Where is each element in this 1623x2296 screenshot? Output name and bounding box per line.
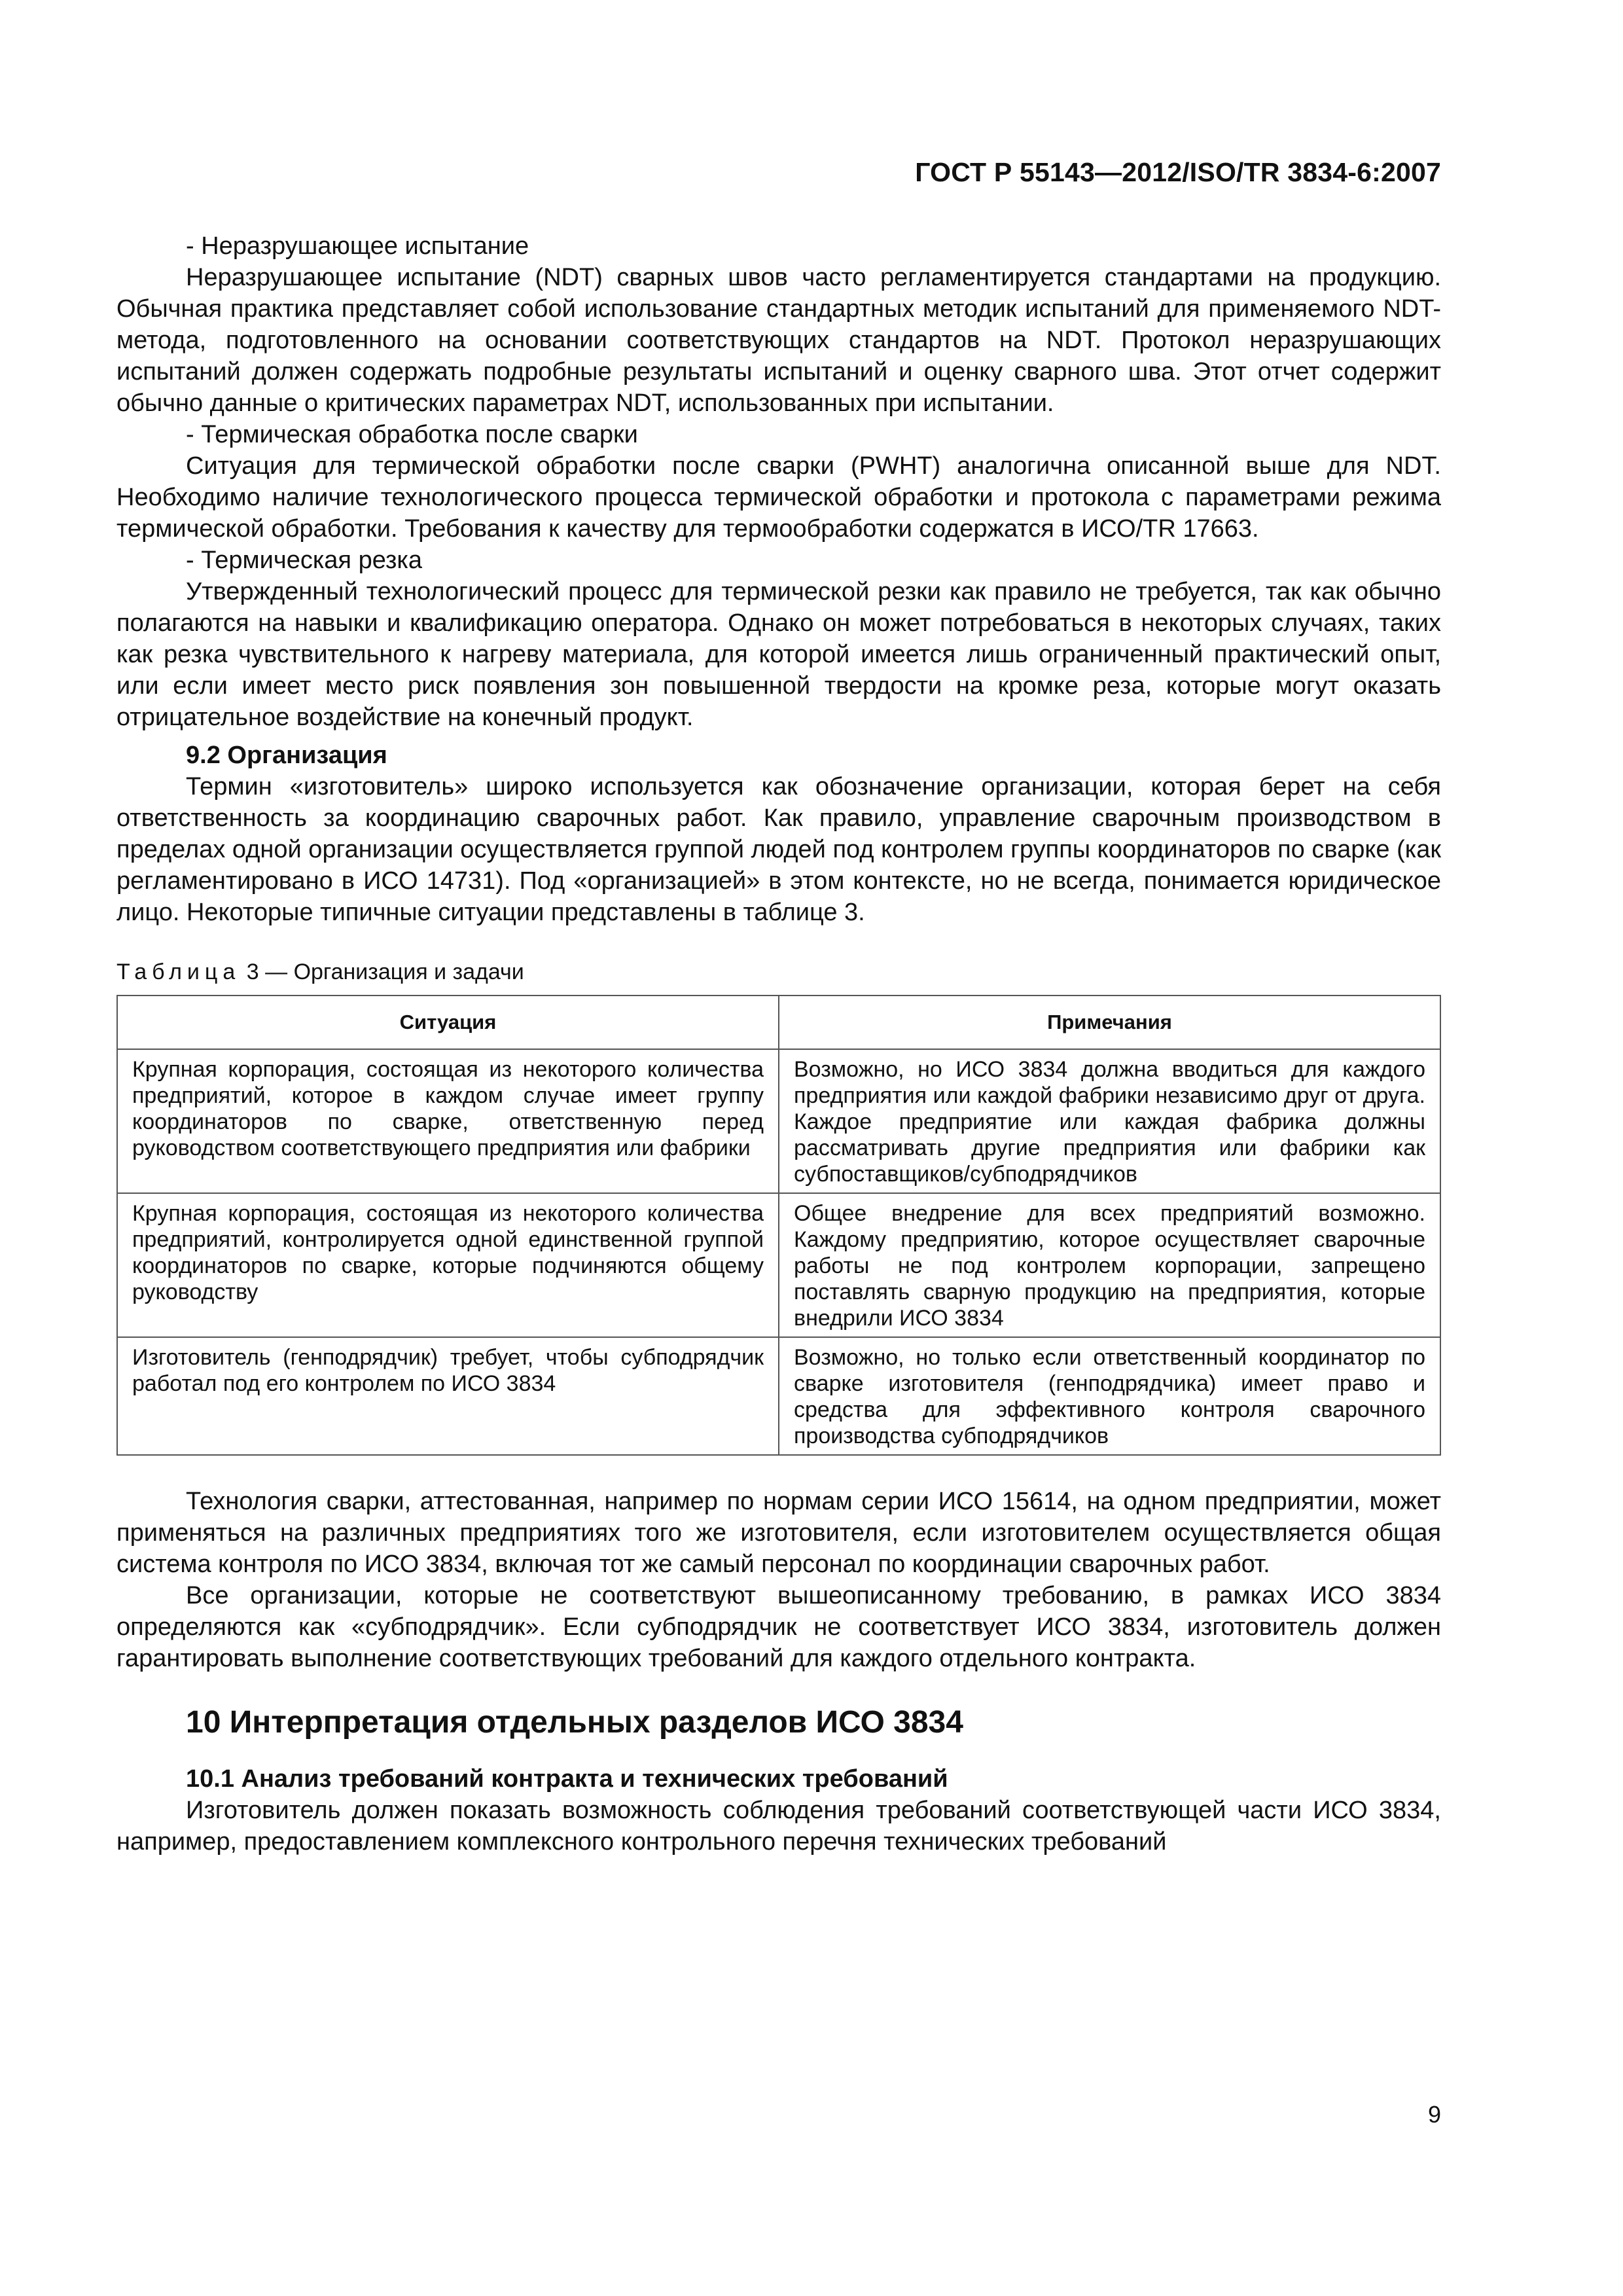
section-9-2-heading: 9.2 Организация xyxy=(186,742,387,769)
section-10-1-heading: 10.1 Анализ требований контракта и технических требований xyxy=(186,1765,948,1793)
table-caption-title: 3 — Организация и задачи xyxy=(246,960,524,984)
table-header-row xyxy=(117,996,1440,1049)
pwht-heading: - Термическая обработка после сварки xyxy=(186,421,638,448)
cutting-heading: - Термическая резка xyxy=(186,547,423,574)
table-caption-label: Таблица xyxy=(116,960,241,984)
page-number: 9 xyxy=(1427,2101,1441,2128)
table-row xyxy=(117,1193,1440,1337)
ndt-paragraph: Неразрушающее испытание (NDT) сварных швов часто регламентируется стандартами на продукцию. Обычная практика представляет собой использование стандартных методик испытаний для применяемого NDT-метода, подготовленного на основании соответствующих стандартов на NDT. Протокол неразрушающих испытаний должен содержать подробные результаты испытаний и оценку сварного шва. Этот отчет содержит обычно данные о критических параметрах NDT, использованных при испытании. xyxy=(116,264,1441,417)
table-row xyxy=(117,1049,1440,1193)
notes-cell: Общее внедрение для всех предприятий возможно. Каждому предприятию, которое осуществляет сварочные работы не под контролем корпорации, запрещено поставлять сварную продукцию на предприятия, которые внедрили ИСО 3834 xyxy=(779,1193,1440,1337)
section-9-2-paragraph: Термин «изготовитель» широко используется как обозначение организации, которая берет на себя ответственность за координацию сварочных работ. Как правило, управление сварочным производством в пределах одной организации осуществляется группой людей под контролем группы координаторов по сварке (как регламентировано в ИСО 14731). Под «организацией» в этом контексте, но не всегда, понимается юридическое лицо. Некоторые типичные ситуации представлены в таблице 3. xyxy=(116,773,1441,926)
after-table-paragraph-1: Технология сварки, аттестованная, например по нормам серии ИСО 15614, на одном предприятии, может применяться на различных предприятиях того же изготовителя, если изготовителем осуществляется общая система контроля по ИСО 3834, включая тот же самый персонал по координации сварочных работ. xyxy=(116,1488,1441,1578)
document-body xyxy=(116,230,1441,1857)
cutting-paragraph: Утвержденный технологический процесс для термической резки как правило не требуется, так как обычно полагаются на навыки и квалификацию оператора. Однако он может потребоваться в некоторых случаях, таких как резка чувствительного к нагреву материала, для которой имеется лишь ограниченный практический опыт, или если имеет место риск появления зон повышенной твердости на кромке реза, которые могут оказать отрицательное воздействие на конечный продукт. xyxy=(116,578,1441,731)
table-row xyxy=(117,1337,1440,1455)
standard-code-header: ГОСТ Р 55143—2012/ISO/TR 3834-6:2007 xyxy=(915,157,1441,187)
situation-cell: Изготовитель (генподрядчик) требует, чтобы субподрядчик работал под его контролем по ИСО 3834 xyxy=(117,1337,779,1455)
notes-cell: Возможно, но ИСО 3834 должна вводиться для каждого предприятия или каждой фабрики независимо друг от друга. Каждое предприятие или каждая фабрика должны рассматривать другие предприятия или фабрики как субпоставщиков/субподрядчиков xyxy=(779,1049,1440,1193)
table-3-caption xyxy=(116,958,1441,986)
notes-cell: Возможно, но только если ответственный координатор по сварке изготовителя (генподрядчика) имеет право и средства для эффективного контроля сварочного производства субподрядчиков xyxy=(779,1337,1440,1455)
table-3 xyxy=(116,995,1441,1456)
after-table-paragraph-2: Все организации, которые не соответствуют вышеописанному требованию, в рамках ИСО 3834 определяются как «субподрядчик». Если субподрядчик не соответствует ИСО 3834, изготовитель должен гарантировать выполнение соответствующих требований для каждого отдельного контракта. xyxy=(116,1582,1441,1672)
section-10-1-paragraph: Изготовитель должен показать возможность соблюдения требований соответствующей части ИСО 3834, например, предоставлением комплексного контрольного перечня технических требований xyxy=(116,1797,1441,1856)
column-header-situation: Ситуация xyxy=(117,996,779,1049)
ndt-heading: - Неразрушающее испытание xyxy=(186,232,529,260)
section-10-heading: 10 Интерпретация отдельных разделов ИСО 3834 xyxy=(186,1705,963,1740)
pwht-paragraph: Ситуация для термической обработки после сварки (PWHT) аналогична описанной выше для NDT. Необходимо наличие технологического процесса термической обработки и протокола с параметрами режима термической обработки. Требования к качеству для термообработки содержатся в ИСО/TR 17663. xyxy=(116,452,1441,543)
situation-cell: Крупная корпорация, состоящая из некоторого количества предприятий, которое в каждом случае имеет группу координаторов по сварке, ответственную перед руководством соответствующего предприятия или фабрики xyxy=(117,1049,779,1193)
situation-cell: Крупная корпорация, состоящая из некоторого количества предприятий, контролируется одной единственной группой координаторов по сварке, которые подчиняются общему руководству xyxy=(117,1193,779,1337)
column-header-notes: Примечания xyxy=(779,996,1440,1049)
